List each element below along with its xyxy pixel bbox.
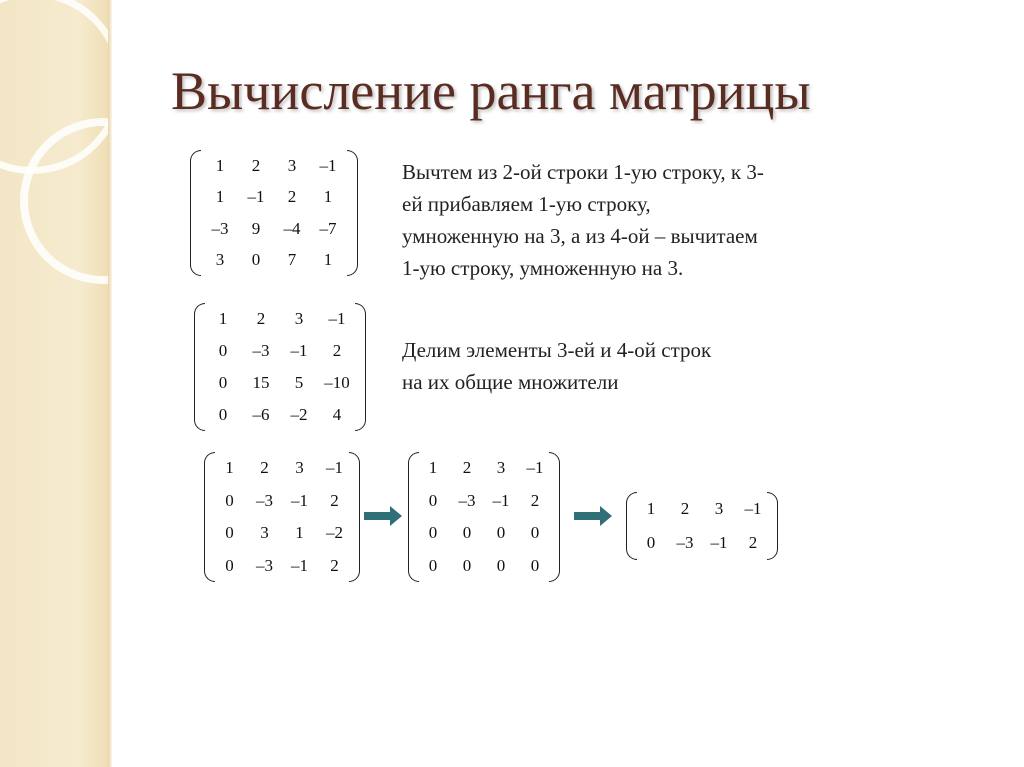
matrix-cell: 2 [251, 155, 261, 175]
matrix-cell: 0 [496, 555, 506, 575]
matrix-cell: –1 [526, 458, 544, 478]
matrix-cell: 0 [225, 555, 234, 575]
matrix-cell: 2 [680, 499, 690, 518]
matrix-cell: 1 [428, 458, 438, 478]
matrix-cell: 2 [530, 490, 540, 510]
matrix-cell: –6 [252, 405, 270, 424]
matrix-cell: 3 [714, 499, 724, 518]
matrix-cell: 2 [748, 533, 758, 552]
text-line: ей прибавляем 1-ую строку, [402, 192, 651, 216]
matrix-cell: –3 [458, 490, 476, 510]
matrix-cell: 2 [462, 458, 472, 478]
matrix-cell: 3 [295, 458, 304, 478]
matrix-cell: 0 [496, 523, 506, 543]
matrix-cell: –3 [256, 490, 273, 510]
matrix-cell: 1 [215, 187, 225, 207]
matrix-cell: –1 [328, 309, 346, 328]
matrix-cell: 2 [330, 490, 339, 510]
matrix-cell: 4 [332, 405, 342, 424]
matrix-cell: 0 [646, 533, 656, 552]
decorative-sidebar [0, 0, 112, 767]
matrix-cell: –2 [290, 405, 308, 424]
matrix-cell: 2 [287, 187, 297, 207]
text-line: умноженную на 3, а из 4-ой – вычитаем [402, 224, 758, 248]
sidebar-edge [108, 0, 112, 767]
text-line: на их общие множители [402, 370, 619, 394]
matrix-cell: 3 [294, 309, 304, 328]
matrix-cell: –1 [291, 555, 308, 575]
matrix-cell: 0 [225, 523, 234, 543]
matrix-cell: –1 [291, 490, 308, 510]
matrix-3 [204, 452, 360, 582]
matrix-cell: 1 [218, 309, 228, 328]
matrix-cell: 0 [225, 490, 234, 510]
matrix-cell: 0 [428, 523, 438, 543]
text-line: Делим элементы 3-ей и 4-ой строк [402, 338, 712, 362]
matrix-cell: 0 [428, 490, 438, 510]
matrix-cell: 0 [251, 250, 261, 270]
matrix-cell: 1 [646, 499, 656, 518]
matrix-cell: 2 [256, 309, 266, 328]
matrix-cell: 1 [295, 523, 304, 543]
matrix-cell: 2 [330, 555, 339, 575]
text-line: 1-ую строку, умноженную на 3. [402, 256, 684, 280]
matrix-cell: –3 [211, 218, 229, 238]
matrix-cell: –4 [283, 218, 301, 238]
matrix-cell: –1 [710, 533, 728, 552]
matrix-cell: –7 [319, 218, 337, 238]
matrix-cell: 7 [287, 250, 297, 270]
matrix-cell: –1 [326, 458, 343, 478]
arrow-right-icon [364, 506, 402, 526]
matrix-cell: –10 [324, 373, 350, 392]
matrix-4 [408, 452, 560, 582]
matrix-5 [626, 492, 778, 560]
matrix-cell: –1 [492, 490, 510, 510]
matrix-cell: –1 [319, 155, 337, 175]
matrix-cell: 0 [428, 555, 438, 575]
matrix-cell: 0 [218, 341, 228, 360]
matrix-1 [190, 150, 358, 276]
matrix-cell: –3 [256, 555, 273, 575]
matrix-cell: 15 [252, 373, 270, 392]
matrix-cell: 9 [251, 218, 261, 238]
matrix-cell: 3 [287, 155, 297, 175]
matrix-cell: 3 [215, 250, 225, 270]
matrix-cell: –1 [290, 341, 308, 360]
step-2-text [402, 334, 711, 398]
slide-title: Вычисление ранга матрицы [171, 61, 811, 121]
step-1-text [402, 156, 764, 284]
matrix-cell: 0 [530, 555, 540, 575]
matrix-cell: 1 [323, 187, 333, 207]
matrix-cell: 2 [260, 458, 269, 478]
matrix-cell: 1 [215, 155, 225, 175]
matrix-cell: 0 [462, 523, 472, 543]
text-line: Вычтем из 2-ой строки 1-ую строку, к 3- [402, 160, 764, 184]
matrix-cell: 0 [218, 373, 228, 392]
arrow-right-icon [574, 506, 612, 526]
matrix-cell: –1 [247, 187, 265, 207]
matrix-cell: 0 [462, 555, 472, 575]
matrix-cell: –2 [326, 523, 343, 543]
matrix-cell: 0 [218, 405, 228, 424]
matrix-cell: 1 [225, 458, 234, 478]
matrix-cell: 3 [496, 458, 506, 478]
matrix-cell: 3 [260, 523, 269, 543]
matrix-cell: 2 [332, 341, 342, 360]
matrix-cell: 1 [323, 250, 333, 270]
matrix-cell: –3 [676, 533, 694, 552]
matrix-cell: 0 [530, 523, 540, 543]
matrix-2 [194, 303, 366, 431]
matrix-cell: –1 [744, 499, 762, 518]
matrix-cell: –3 [252, 341, 270, 360]
matrix-cell: 5 [294, 373, 304, 392]
